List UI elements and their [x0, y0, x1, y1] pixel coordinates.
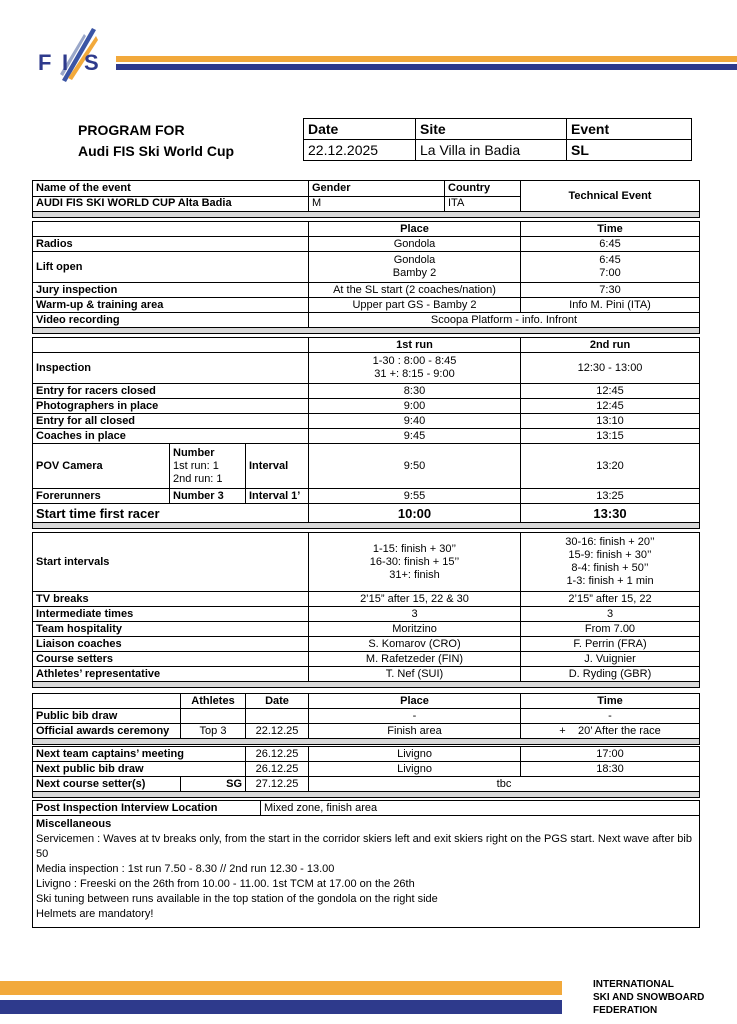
misc-line: Servicemen : Waves at tv breaks only, from the start in the corridor skiers left and exit skiers right on the PGS start. Next wave after bib 50	[36, 833, 692, 860]
misc-label: Miscellaneous	[36, 818, 112, 830]
section-misc-table	[32, 800, 700, 928]
table-row: Lift open Gondola Bamby 2 6:45 7:00	[33, 252, 700, 283]
table-row: Next team captains’ meeting 26.12.25 Livigno 17:00	[33, 747, 700, 762]
table-row: POV Camera Number 1st run: 1 2nd run: 1 Interval 9:50 13:20	[33, 444, 700, 489]
misc-line: Livigno : Freeski on the 26th from 10.00 - 11.00. 1st TCM at 17.00 on the 26th	[36, 878, 415, 890]
misc-line: Media inspection : 1st run 7.50 - 8.30 // 2nd run 12.30 - 13.00	[36, 863, 335, 875]
header-stripe-navy	[116, 64, 737, 70]
site-label: Site	[416, 119, 567, 140]
table-row: Start time first racer 10:00 13:30	[33, 504, 700, 523]
event-info-table	[32, 180, 700, 218]
country-value: ITA	[445, 196, 521, 212]
athletes-header: Athletes	[181, 694, 246, 709]
place-header: Place	[309, 222, 521, 237]
table-row: Course setters M. Rafetzeder (FIN) J. Vuignier	[33, 652, 700, 667]
program-title-line2: Audi FIS Ski World Cup	[78, 143, 235, 159]
misc-block	[33, 816, 700, 928]
table-row: Start intervals 1-15: finish + 30’’ 16-30: finish + 15’’ 31+: finish 30-16: finish + 20’’ 15-9: finish + 30’’ 8-4: finish + 50’’ 1-3: finish + 1 min	[33, 533, 700, 592]
federation-name: INTERNATIONAL SKI AND SNOWBOARD FEDERATION	[593, 979, 705, 1016]
table-row: Athletes’ representative T. Nef (SUI) D. Ryding (GBR)	[33, 667, 700, 682]
event-name-value: AUDI FIS SKI WORLD CUP Alta Badia	[33, 196, 309, 212]
header-info-table	[303, 118, 692, 161]
program-title	[78, 120, 234, 162]
table-row: Entry for racers closed 8:30 12:45	[33, 384, 700, 399]
table-row: TV breaks 2’15” after 15, 22 & 30 2’15” after 15, 22	[33, 592, 700, 607]
table-row: Forerunners Number 3 Interval 1’ 9:55 13:25	[33, 489, 700, 504]
table-row: Team hospitality Moritzino From 7.00	[33, 622, 700, 637]
section-ceremony-table	[32, 693, 700, 745]
date-label: Date	[304, 119, 416, 140]
table-row: Post Inspection Interview Location Mixed zone, finish area	[33, 801, 700, 816]
gender-value: M	[309, 196, 445, 212]
footer-stripe-navy	[0, 1000, 562, 1014]
run1-header: 1st run	[309, 338, 521, 353]
section-next-table	[32, 746, 700, 798]
time-header: Time	[521, 694, 700, 709]
table-row: Liaison coaches S. Komarov (CRO) F. Perrin (FRA)	[33, 637, 700, 652]
table-row: Next course setter(s) SG 27.12.25 tbc	[33, 777, 700, 792]
table-row: Coaches in place 9:45 13:15	[33, 429, 700, 444]
section-runs-table	[32, 337, 700, 529]
section-intervals-table	[32, 532, 700, 688]
table-row: Warm-up & training area Upper part GS - Bamby 2 Info M. Pini (ITA)	[33, 298, 700, 313]
misc-line: Ski tuning between runs available in the top station of the gondola on the right side	[36, 893, 438, 905]
table-row: Jury inspection At the SL start (2 coaches/nation) 7:30	[33, 283, 700, 298]
svg-text:F: F	[38, 50, 52, 75]
table-row: Entry for all closed 9:40 13:10	[33, 414, 700, 429]
site-value: La Villa in Badia	[416, 140, 567, 161]
technical-event: Technical Event	[521, 181, 700, 212]
run2-header: 2nd run	[521, 338, 700, 353]
section-general-table	[32, 221, 700, 334]
table-row: Video recording Scoopa Platform - info. Infront	[33, 313, 700, 328]
header-stripe-gold	[116, 56, 737, 62]
misc-line: Helmets are mandatory!	[36, 908, 154, 920]
table-row: Public bib draw - -	[33, 709, 700, 724]
program-title-line1: PROGRAM FOR	[78, 122, 185, 138]
table-row: Inspection 1-30 : 8:00 - 8:45 31 +: 8:15 - 9:00 12:30 - 13:00	[33, 353, 700, 384]
footer-stripe-gold	[0, 981, 562, 995]
date-header: Date	[246, 694, 309, 709]
gender-label: Gender	[309, 181, 445, 197]
country-label: Country	[445, 181, 521, 197]
table-row: Photographers in place 9:00 12:45	[33, 399, 700, 414]
event-value: SL	[567, 140, 692, 161]
event-name-label: Name of the event	[33, 181, 309, 197]
table-row: Next public bib draw 26.12.25 Livigno 18:30	[33, 762, 700, 777]
svg-text:S: S	[84, 50, 99, 75]
place-header: Place	[309, 694, 521, 709]
table-row: Radios Gondola 6:45	[33, 237, 700, 252]
event-label: Event	[567, 119, 692, 140]
table-row: Official awards ceremony Top 3 22.12.25 Finish area + 20’ After the race	[33, 724, 700, 739]
svg-text:I: I	[62, 50, 69, 75]
date-value: 22.12.2025	[304, 140, 416, 161]
fis-logo	[34, 20, 106, 88]
time-header: Time	[521, 222, 700, 237]
table-row: Intermediate times 3 3	[33, 607, 700, 622]
